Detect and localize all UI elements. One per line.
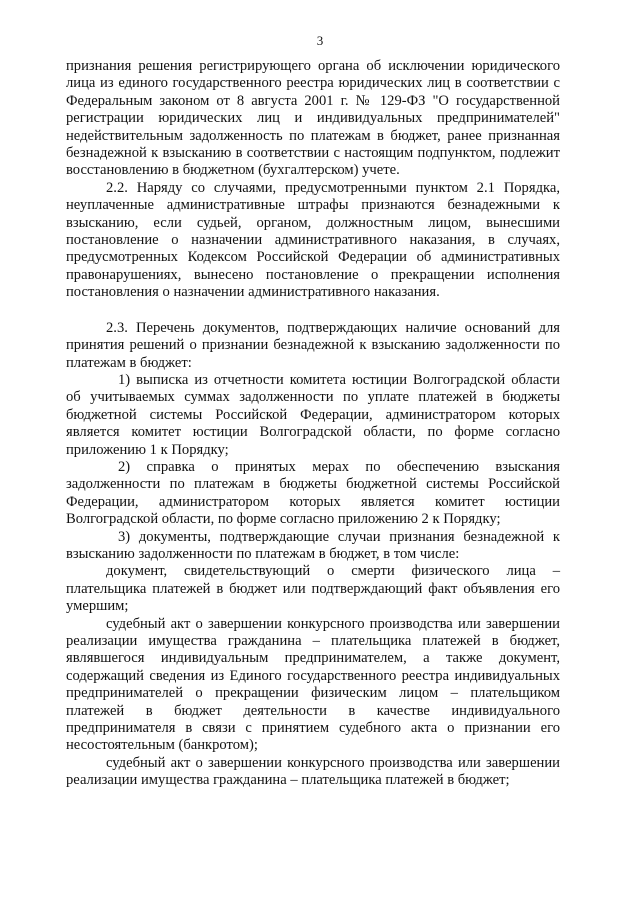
page-number: 3 [316,33,324,48]
list-item-1: 1) выписка из отчетности комитета юстиции Волгоградской области об учитываемых суммах задолженности по уплате платежей в бюджеты бюджетной системы Российской Федерации, администратором которых является комитет юстиции Волгоградской области, по форме согласно приложению 1 к Порядку; [66,371,560,458]
list-item-2: 2) справка о принятых мерах по обеспечению взыскания задолженности по платежам в бюджеты бюджетной системы Российской Федерации, администратором которых является комитет юстиции Волгоградской области, по форме согласно приложению 2 к Порядку; [66,458,560,528]
paragraph-2-3: 2.3. Перечень документов, подтверждающих наличие оснований для принятия решений о признании безнадежной к взысканию задолженности по платежам в бюджет: [66,319,560,371]
court-act-citizen: судебный акт о завершении конкурсного производства или завершении реализации имущества гражданина – плательщика платежей в бюджет; [66,754,560,789]
list-item-3: 3) документы, подтверждающие случаи признания безнадежной к взысканию задолженности по платежам в бюджет, в том числе: [66,528,560,562]
document-death-certificate: документ, свидетельствующий о смерти физического лица – плательщика платежей в бюджет или подтверждающий факт объявления его умершим; [66,563,560,615]
court-act-entrepreneur: судебный акт о завершении конкурсного производства или завершении реализации имущества гражданина – плательщика платежей в бюджет, являвшегося индивидуальным предпринимателем, а также документ, содержащий сведения из Единого государственного реестра индивидуальных предпринимателей о прекращении физическим лицом – плательщиком платежей в бюджет деятельности в качестве индивидуального предпринимателя в связи с принятием судебного акта о признании его несостоятельным (банкротом); [66,615,560,754]
paragraph-continuation: признания решения регистрирующего органа об исключении юридического лица из единого государственного реестра юридических лиц в соответствии с Федеральным законом от 8 августа 2001 г. № 129-ФЗ "О государственной регистрации юридических лиц и индивидуальных предпринимателей" недействительным задолженность по платежам в бюджет, ранее признанная безнадежной к взысканию в соответствии с настоящим подпунктом, подлежит восстановлению в бюджетном (бухгалтерском) учете. [66,58,560,179]
paragraph-2-2: 2.2. Наряду со случаями, предусмотренными пунктом 2.1 Порядка, неуплаченные административные штрафы признаются безнадежными к взысканию, если судьей, органом, должностным лицом, вынесшими постановление о назначении административного наказания, в случаях, предусмотренных Кодексом Российской Федерации об административных правонарушениях, вынесено постановление о прекращении исполнения постановления о назначении административного наказания. [66,179,560,301]
document-body [66,58,560,790]
